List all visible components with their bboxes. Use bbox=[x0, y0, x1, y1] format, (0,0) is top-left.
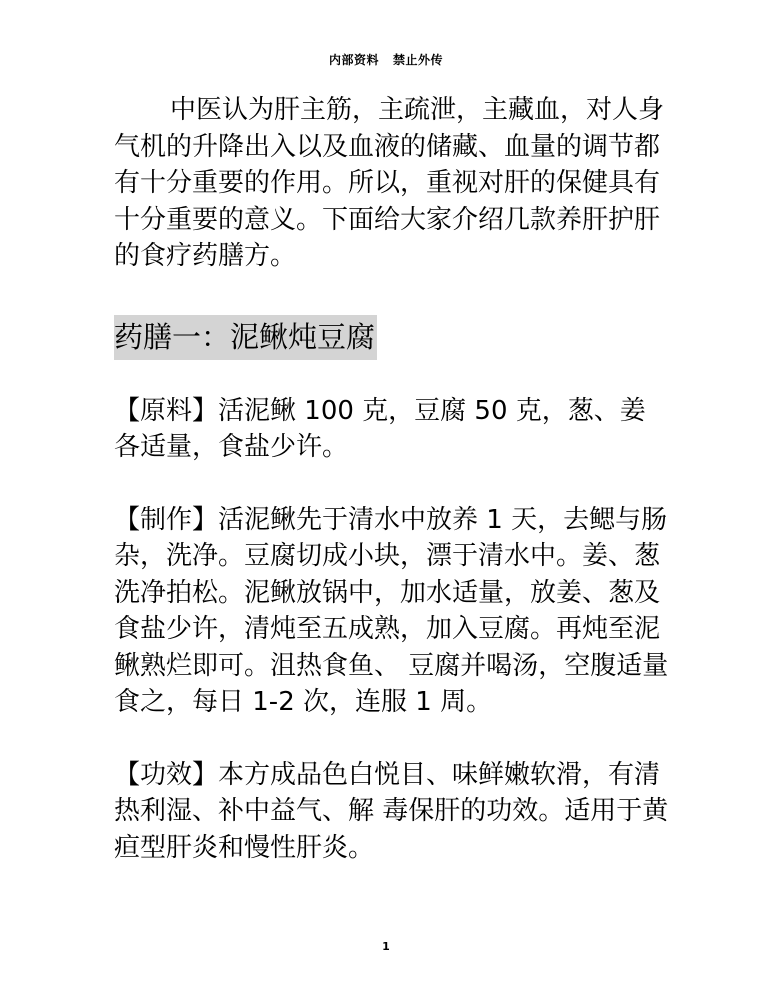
ingredients-label: 【原料】 bbox=[114, 395, 219, 426]
effect-label: 【功效】 bbox=[114, 759, 219, 790]
intro-paragraph: 中医认为肝主筋，主疏泄，主藏血，对人身气机的升降出入以及血液的储藏、血量的调节都有十分重要的作用。所以，重视对肝的保健具有十分重要的意义。下面给大家介绍几款养肝护肝的食疗药膳方。 bbox=[114, 95, 665, 271]
preparation-label: 【制作】 bbox=[114, 504, 219, 535]
main-content bbox=[114, 92, 670, 866]
section-heading: 药膳一：泥鳅炖豆腐 bbox=[114, 315, 377, 360]
preparation-text: 活泥鳅先于清水中放养 1 天，去鳃与肠杂，洗净。豆腐切成小块，漂于清水中。姜、葱洗净拍松。泥鳅放锅中，加水适量，放姜、葱及 食盐少许，清炖至五成熟，加入豆腐。再炖至泥鳅熟烂即可。沮热食鱼、 豆腐并喝汤，空腹适量食之，每日 1-2 次，连服 1 周。 bbox=[114, 504, 669, 717]
header-note: 内部资料 禁止外传 bbox=[328, 53, 444, 67]
preparation-paragraph bbox=[114, 502, 670, 721]
page-number: 1 bbox=[382, 940, 390, 953]
ingredients-paragraph bbox=[114, 393, 670, 466]
ingredients-text: 活泥鳅 100 克，豆腐 50 克，葱、姜各适量，食盐少许。 bbox=[114, 395, 646, 462]
effect-text: 本方成品色白悦目、味鲜嫩软滑，有清热利湿、补中益气、解 毒保肝的功效。适用于黄疸型肝炎和慢性肝炎。 bbox=[114, 759, 669, 863]
section-heading-wrap bbox=[114, 315, 670, 363]
effect-paragraph bbox=[114, 757, 670, 867]
